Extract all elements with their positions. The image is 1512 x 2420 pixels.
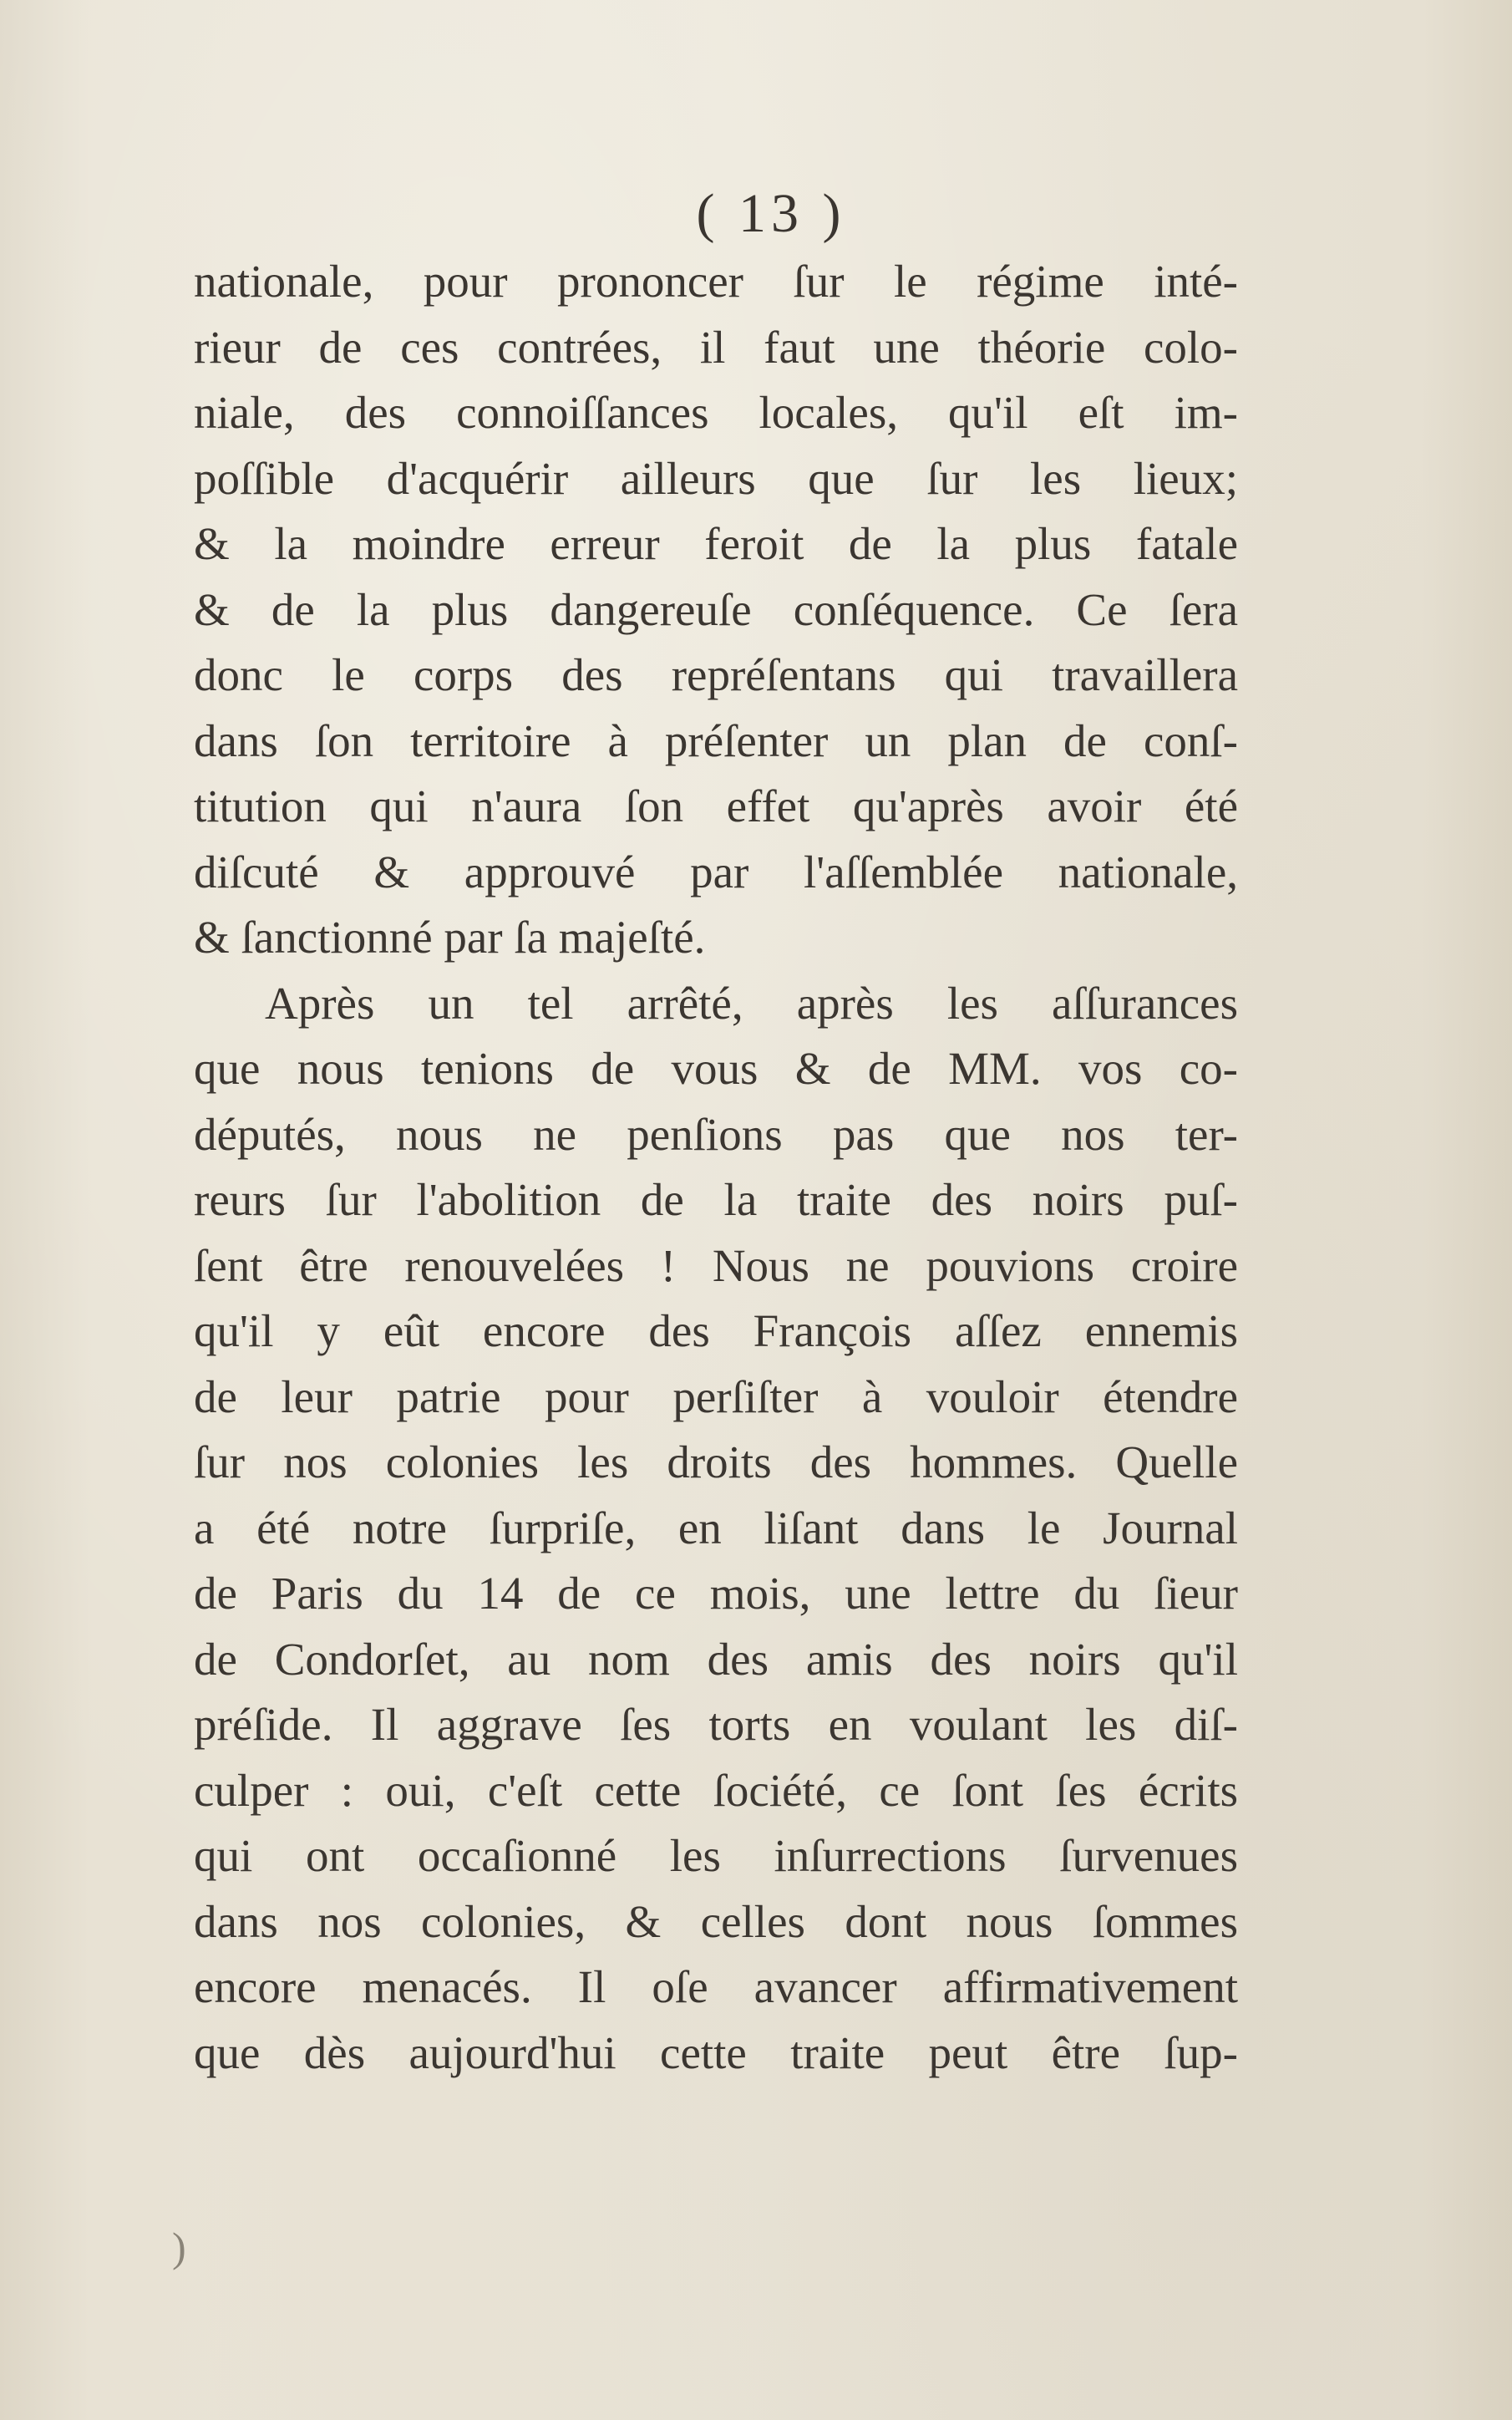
margin-mark: ) (172, 2224, 186, 2270)
text-line: de Paris du 14 de ce mois, une lettre du ſieur (194, 1568, 1238, 1619)
text-line: dans ſon territoire à préſenter un plan de conſ- (194, 714, 1238, 766)
text-line: & la moindre erreur feroit de la plus fatale (194, 518, 1238, 569)
body-text (194, 249, 1238, 2086)
text-line: qu'il y eût encore des François aſſez ennemis (194, 1305, 1238, 1356)
text-line: qui ont occaſionné les inſurrections ſurvenues (194, 1830, 1238, 1881)
paragraph-2 (194, 971, 1238, 2087)
text-line: de Condorſet, au nom des amis des noirs qu'il (194, 1633, 1238, 1685)
paragraph-1 (194, 249, 1238, 971)
text-line: que nous tenions de vous & de MM. vos co- (194, 1043, 1238, 1094)
text-line: dans nos colonies, & celles dont nous ſommes (194, 1895, 1238, 1947)
text-line: nationale, pour prononcer ſur le régime inté- (194, 256, 1238, 307)
text-line: de leur patrie pour perſiſter à vouloir étendre (194, 1370, 1238, 1422)
text-line: & de la plus dangereuſe conſéquence. Ce ſera (194, 583, 1238, 635)
text-line: ſent être renouvelées ! Nous ne pouvions croire (194, 1239, 1238, 1291)
text-line: donc le corps des repréſentans qui travaillera (194, 649, 1238, 700)
text-line: & ſanctionné par ſa majeſté. (194, 912, 706, 963)
text-line: que dès aujourd'hui cette traite peut être ſup- (194, 2026, 1238, 2078)
text-line: Après un tel arrêté, après les aſſurances (265, 977, 1238, 1029)
text-line: ſur nos colonies les droits des hommes. Quelle (194, 1436, 1238, 1487)
text-line: culper : oui, c'eſt cette ſociété, ce ſont ſes écrits (194, 1764, 1238, 1816)
text-line: a été notre ſurpriſe, en liſant dans le Journal (194, 1502, 1238, 1553)
text-line: poſſible d'acquérir ailleurs que ſur les lieux; (194, 452, 1238, 504)
text-line: encore menacés. Il oſe avancer affirmativement (194, 1961, 1238, 2012)
text-line: niale, des connoiſſances locales, qu'il eſt im- (194, 387, 1238, 438)
text-line: préſide. Il aggrave ſes torts en voulant les diſ- (194, 1699, 1238, 1750)
text-line: reurs ſur l'abolition de la traite des noirs puſ- (194, 1174, 1238, 1225)
page-number: ( 13 ) (696, 183, 846, 244)
text-line: titution qui n'aura ſon effet qu'après avoir été (194, 780, 1238, 831)
text-line: députés, nous ne penſions pas que nos ter- (194, 1108, 1238, 1160)
text-line: diſcuté & approuvé par l'aſſemblée nationale, (194, 846, 1238, 897)
text-line: rieur de ces contrées, il faut une théorie colo- (194, 321, 1238, 373)
